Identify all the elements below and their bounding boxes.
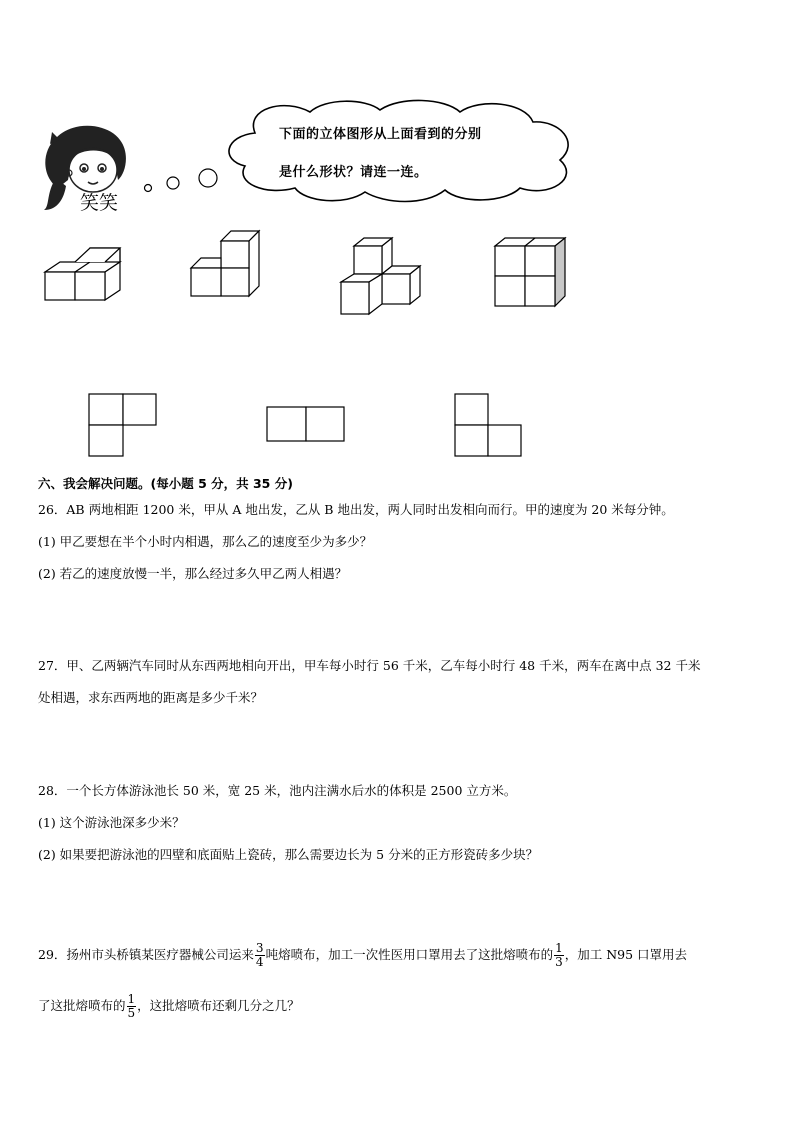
q28-sub2: (2) 如果要把游泳池的四壁和底面贴上瓷砖，那么需要边长为 5 分米的正方形瓷砖多少块？ bbox=[38, 847, 539, 862]
solid-figure-3 bbox=[336, 234, 436, 324]
solid-figure-1 bbox=[40, 240, 140, 310]
girl-label: 笑笑 bbox=[80, 192, 119, 214]
top-view-2 bbox=[264, 405, 354, 445]
fraction-1-3: $\frac{1}{3}$ bbox=[555, 941, 563, 969]
top-view-1 bbox=[86, 392, 166, 462]
fraction-1-5: $\frac{1}{5}$ bbox=[127, 992, 136, 1020]
q29-part-a: 29．扬州市头桥镇某医疗器械公司运来 bbox=[38, 947, 254, 962]
q27-line2: 处相遇，求东西两地的距离是多少千米？ bbox=[38, 690, 264, 705]
speech-cloud bbox=[215, 98, 585, 208]
top-view-3 bbox=[452, 392, 532, 462]
q28-sub1: (1) 这个游泳池深多少米？ bbox=[38, 815, 185, 830]
q26-sub1: (1) 甲乙要想在半个小时内相遇，那么乙的速度至少为多少？ bbox=[38, 534, 373, 549]
q29-part-e: ，这批熔喷布还剩几分之几？ bbox=[137, 998, 300, 1013]
q26-sub2: (2) 若乙的速度放慢一半，那么经过多久甲乙两人相遇？ bbox=[38, 566, 348, 581]
speech-line-1: 下面的立体图形从上面看到的分别 bbox=[279, 127, 482, 142]
speech-line-2: 是什么形状？请连一连。 bbox=[279, 165, 428, 180]
q29-line1 bbox=[38, 942, 687, 969]
q29-line2 bbox=[38, 993, 300, 1020]
solid-figure-4 bbox=[490, 234, 580, 314]
q26-stem: 26．AB 两地相距 1200 米，甲从 A 地出发，乙从 B 地出发，两人同时出发相向而行。甲的速度为 20 米每分钟。 bbox=[38, 502, 674, 517]
q29-part-c: ，加工 N95 口罩用去 bbox=[564, 947, 688, 962]
solid-figure-2 bbox=[186, 226, 276, 306]
q29-part-b: 吨熔喷布，加工一次性医用口罩用去了这批熔喷布的 bbox=[265, 947, 554, 962]
q29-part-d: 了这批熔喷布的 bbox=[38, 998, 126, 1013]
q27-line1: 27．甲、乙两辆汽车同时从东西两地相向开出，甲车每小时行 56 千米，乙车每小时行 48 千米，两车在离中点 32 千米 bbox=[38, 658, 701, 673]
section-title: 六、我会解决问题。(每小题 5 分，共 35 分) bbox=[38, 476, 293, 491]
q28-stem: 28．一个长方体游泳池长 50 米，宽 25 米，池内注满水后水的体积是 2500 立方米。 bbox=[38, 783, 517, 798]
fraction-3-4: $\frac{3}{4}$ bbox=[255, 941, 264, 969]
